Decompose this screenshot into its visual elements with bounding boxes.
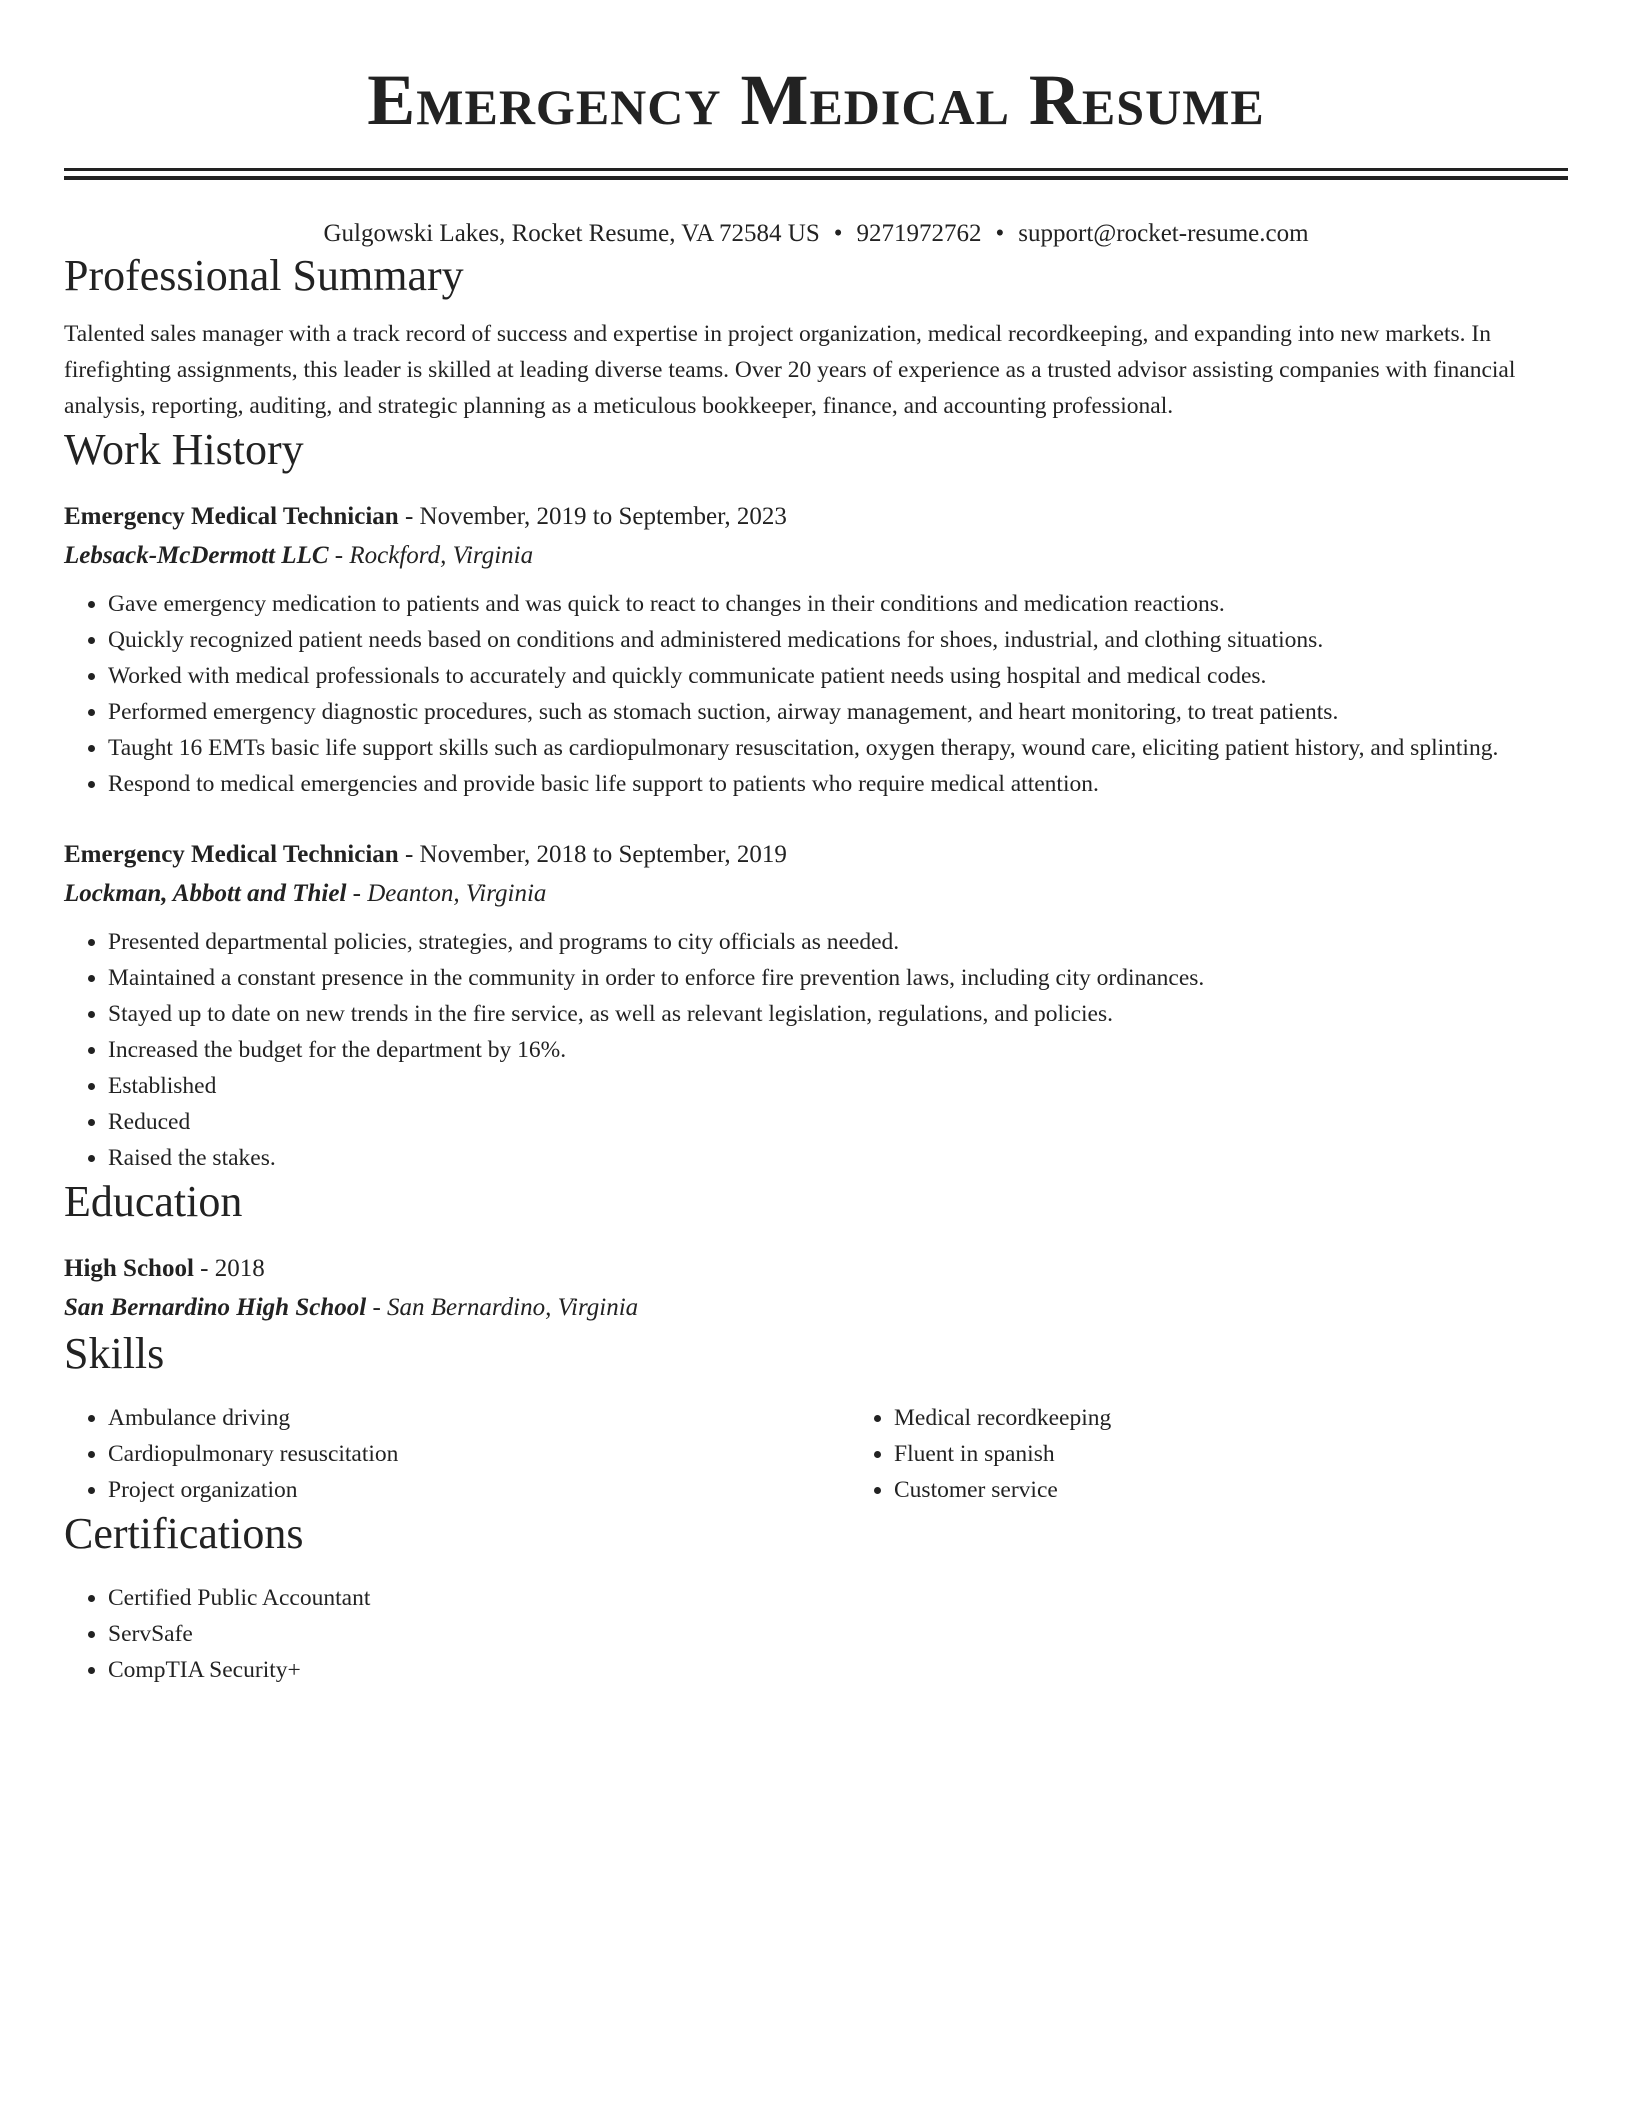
contact-line [64,218,1568,250]
job-location: - Deanton, Virginia [346,880,547,907]
job-title-line [64,836,1568,874]
skill-item: • Ambulance driving [108,1400,850,1436]
job-bullet: • Established [108,1068,1568,1104]
job-bullet: • Quickly recognized patient needs based on conditions and administered medications for shoes, industrial, and clothing situations. [108,622,1568,658]
education-school-line [64,1288,1568,1328]
job-location: - Rockford, Virginia [328,542,534,569]
job-bullet: • Gave emergency medication to patients and was quick to react to changes in their conditions and medication reactions. [108,586,1568,622]
job-bullet: • Maintained a constant presence in the community in order to enforce fire prevention laws, including city ordinances. [108,960,1568,996]
certification-item: • Certified Public Accountant [108,1580,1568,1616]
skill-item: • Fluent in spanish [894,1436,1632,1472]
job-employer-line [64,874,1568,914]
skills-heading: Skills [64,1329,165,1378]
job-dates: - November, 2018 to September, 2019 [398,841,787,868]
job-bullet-list [64,586,1568,802]
job-role: Emergency Medical Technician [64,841,399,868]
skill-item: • Cardiopulmonary resuscitation [108,1436,850,1472]
skills-list-right [850,1400,1632,1508]
job-bullet: • Raised the stakes. [108,1140,1568,1176]
job-role: Emergency Medical Technician [64,503,399,530]
job-bullet-list [64,924,1568,1176]
skill-item: • Project organization [108,1472,850,1508]
contact-email: support@rocket-resume.com [1018,220,1309,247]
job-company: Lebsack-McDermott LLC [64,542,329,569]
education-school: San Bernardino High School [64,1294,367,1321]
job-bullet: • Performed emergency diagnostic procedures, such as stomach suction, airway management, and heart monitoring, to treat patients. [108,694,1568,730]
job-bullet: • Taught 16 EMTs basic life support skills such as cardiopulmonary resuscitation, oxygen therapy, wound care, eliciting patient history, and splinting. [108,730,1568,766]
title-double-rule [64,168,1568,180]
job-entry [64,498,1568,802]
education-heading: Education [64,1177,243,1226]
skill-item: • Medical recordkeeping [894,1400,1632,1436]
education-location: - San Bernardino, Virginia [366,1294,639,1321]
contact-address: Gulgowski Lakes, Rocket Resume, VA 72584 US [323,220,820,247]
certification-item: • ServSafe [108,1616,1568,1652]
summary-text: Talented sales manager with a track record of success and expertise in project organization, medical recordkeeping, and expanding into new markets. In firefighting assignments, this leader is skilled at leading diverse teams. Over 20 years of experience as a trusted advisor assisting companies with financial analysis, reporting, auditing, and strategic planning as a meticulous bookkeeper, finance, and accounting professional. [64,321,1516,419]
job-bullet: • Reduced [108,1104,1568,1140]
contact-phone: 9271972762 [856,220,982,247]
job-bullet: • Stayed up to date on new trends in the fire service, as well as relevant legislation, regulations, and policies. [108,996,1568,1032]
certification-item: • CompTIA Security+ [108,1652,1568,1688]
education-year: - 2018 [193,1255,265,1282]
job-title-line [64,498,1568,536]
certifications-list [64,1580,1568,1688]
resume-title: Emergency Medical Resume [367,60,1265,140]
education-degree-line [64,1250,1568,1288]
job-entry [64,836,1568,1176]
skills-grid [64,1400,1568,1508]
skill-item: • Customer service [894,1472,1632,1508]
work-history-heading: Work History [64,425,304,474]
job-bullet: • Worked with medical professionals to accurately and quickly communicate patient needs using hospital and medical codes. [108,658,1568,694]
skills-list-left [64,1400,850,1508]
job-bullet: • Increased the budget for the department by 16%. [108,1032,1568,1068]
summary-heading: Professional Summary [64,251,464,300]
education-entry [64,1250,1568,1328]
contact-separator: • [833,220,843,247]
job-bullet: • Respond to medical emergencies and provide basic life support to patients who require medical attention. [108,766,1568,802]
job-company: Lockman, Abbott and Thiel [64,880,347,907]
job-dates: - November, 2019 to September, 2023 [398,503,787,530]
contact-separator: • [995,220,1005,247]
job-employer-line [64,536,1568,576]
job-bullet: • Presented departmental policies, strategies, and programs to city officials as needed. [108,924,1568,960]
education-degree: High School [64,1255,194,1282]
certifications-heading: Certifications [64,1509,304,1558]
